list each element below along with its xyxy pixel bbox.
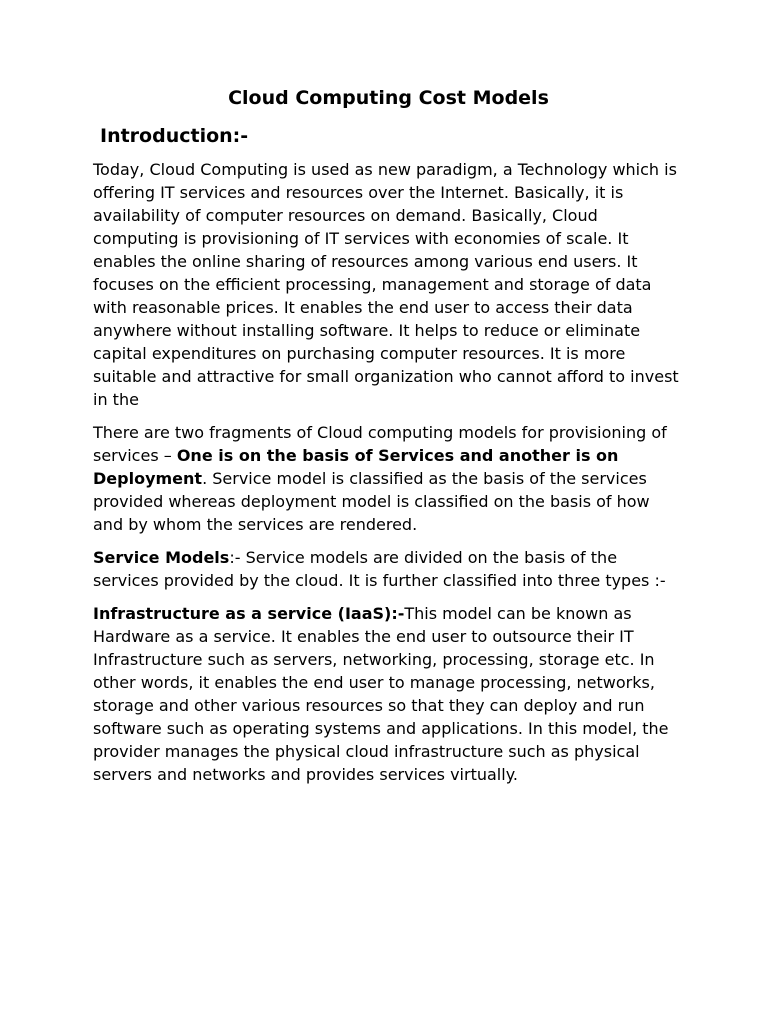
iaas-label: Infrastructure as a service (IaaS):- (93, 604, 405, 623)
service-models-label: Service Models (93, 548, 230, 567)
fragments-text-bold: One is on the basis of Services and another is on Deployment (93, 446, 619, 488)
iaas-paragraph (93, 602, 683, 786)
intro-heading: Introduction:- (100, 125, 249, 147)
service-models-text: :- Service models are divided on the basis of the services provided by the cloud. It is further classified into three types :- (93, 548, 666, 590)
intro-paragraph: Today, Cloud Computing is used as new paradigm, a Technology which is offering IT services and resources over the Internet. Basically, it is availability of computer resources on demand. Basically, Cloud computing is provisioning of IT services with economies of scale. It enables the online sharing of resources among various end users. It focuses on the efficient processing, management and storage of data with reasonable prices. It enables the end user to access their data anywhere without installing software. It helps to reduce or eliminate capital expenditures on purchasing computer resources. It is more suitable and attractive for small organization who cannot afford to invest in the (93, 160, 679, 409)
fragments-text-before: There are two fragments of Cloud computing models for provisioning of services – (93, 423, 667, 465)
service-models-paragraph (93, 546, 683, 592)
fragments-text-after: . Service model is classified as the basis of the services provided whereas deployment model is classified on the basis of how and by whom the services are rendered. (93, 469, 650, 534)
iaas-text: This model can be known as Hardware as a service. It enables the end user to outsource their IT Infrastructure such as servers, networking, processing, storage etc. In other words, it enables the end user to manage processing, networks, storage and other various resources so that they can deploy and run software such as operating systems and applications. In this model, the provider manages the physical cloud infrastructure such as physical servers and networks and provides services virtually. (93, 604, 669, 784)
document-title: Cloud Computing Cost Models (228, 87, 549, 109)
fragments-paragraph (93, 421, 683, 536)
